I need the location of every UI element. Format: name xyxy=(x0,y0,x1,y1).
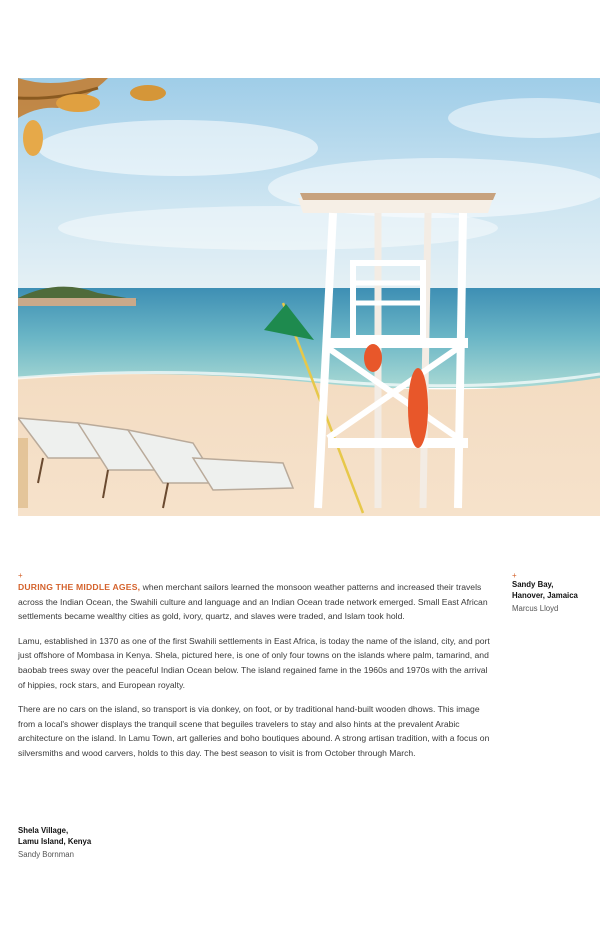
text-caption xyxy=(18,826,218,861)
photo-caption-place: Sandy Bay, Hanover, Jamaica xyxy=(512,580,578,600)
photo-caption-credit: Marcus Lloyd xyxy=(512,604,559,613)
lifeguard-tower-beach-image xyxy=(18,78,600,516)
article-paragraph-3: There are no cars on the island, so transport is via donkey, on foot, or by traditional hand-built wooden dhows. This image from a local's shower displays the tranquil scene that beguiles travelers to stay and also hints at the prevalent Arabic architecture on the island. In Lamu Town, art galleries and boho boutiques abound. A strong artisan tradition, with a focus on silversmiths and wood carvers, holds to this day. The best season to visit is from October through March. xyxy=(18,704,490,758)
article-lead: DURING THE MIDDLE AGES, xyxy=(18,582,141,592)
article-body xyxy=(18,572,492,771)
text-caption-credit: Sandy Bornman xyxy=(18,850,74,859)
caption-plus-marker: + xyxy=(512,571,517,580)
article-paragraph-1-text: when merchant sailors learned the monsoon weather patterns and increased their travels across the Indian Ocean, the Swahili culture and language and an Indian Ocean trade network emerged. Small East African settlements became wealthy cities as gold, ivory, quartz, and slaves were traded, and Islam took hold. xyxy=(18,582,488,622)
article-plus-marker: + xyxy=(18,571,23,580)
text-caption-place: Shela Village, Lamu Island, Kenya xyxy=(18,826,92,846)
photo-caption xyxy=(512,572,600,615)
article-paragraph-2: Lamu, established in 1370 as one of the first Swahili settlements in East Africa, is today the name of the island, city, and port just offshore of Mombasa in Kenya. Shela, pictured here, is one of only four towns on the islands where palm, tamarind, and baobab trees sway over the peaceful Indian Ocean below. The island regained fame in the 1960s and 1970s with the arrival of hippies, rock stars, and European royalty. xyxy=(18,635,490,690)
article-paragraph-1 xyxy=(18,580,492,624)
beach-photo xyxy=(18,78,600,516)
